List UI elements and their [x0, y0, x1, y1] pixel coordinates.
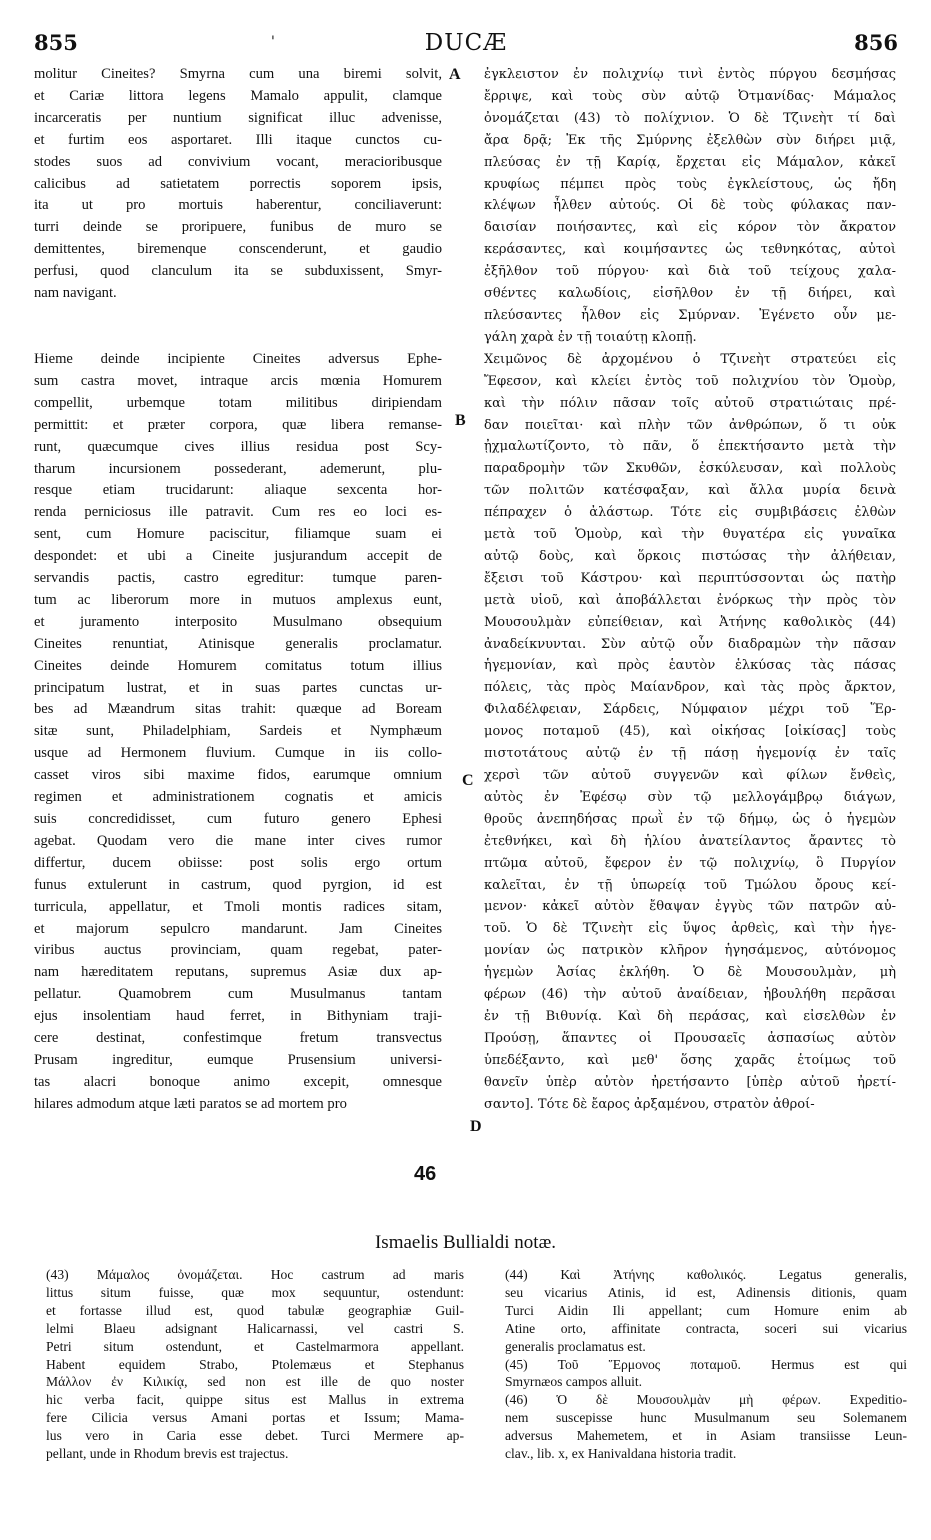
greek-text-line: πλεύσας ἐν τῇ Καρίᾳ, ἔρχεται εἰς Μάμαλον, κἀκεῖ — [484, 154, 896, 170]
latin-text-line: turri deinde se proripuere, funibus de muro se — [34, 219, 442, 236]
latin-text-line: agebat. Quodam vero die mane inter cives rumor — [34, 832, 442, 849]
latin-text-line: funus extulerunt in castrum, quod pyrgion, id est — [34, 876, 442, 893]
latin-text-line: usque ad Hermonem fluvium. Cumque in iis collo- — [34, 745, 442, 762]
greek-text-line: ἀναδείκνυνται. Σὺν αὐτῷ οὖν διαδραμὼν τὴν πᾶσαν — [484, 636, 896, 652]
margin-marker-c: C — [462, 772, 474, 789]
note-line: Atine orto, affinitate contracta, soceri sui vicarius — [505, 1320, 907, 1336]
greek-text-line: δαν ποιεῖται· καὶ πλὴν τῶν ἀνθρώπων, ὅ τι οὐκ — [484, 417, 896, 433]
note-line: clav., lib. x, ex Hanivaldana historia tradit. — [505, 1446, 737, 1462]
note-line: (43) Μάμαλος ὀνομάζεται. Hoc castrum ad maris — [46, 1267, 464, 1282]
note-line: (46) Ὁ δὲ Μουσουλμὰν μὴ φέρων. Expeditio- — [505, 1392, 907, 1408]
greek-text-line: Ἔφεσον, καὶ κλείει ἐντὸς τοῦ πολιχνίου τὸν Ὁμοὺρ, — [484, 373, 896, 389]
latin-text-line: servandis pactis, castro egreditur: tumque paren- — [34, 570, 442, 587]
latin-text-line: et majorum sepulcro mandarunt. Jam Cineites — [34, 920, 442, 937]
greek-text-line: ἔξεισι τοῦ Κάστρου· καὶ περιπτύσσονται ὡς πατὴρ — [484, 570, 896, 586]
running-title: DUCÆ — [424, 30, 508, 56]
greek-text-line: ἐγκλειστον ἐν πολιχνίῳ τινὶ ἐντὸς πύργου δεσμήσας — [484, 67, 896, 82]
notes-heading: Ismaelis Bullialdi notæ. — [374, 1232, 557, 1253]
latin-text-line: perfusi, quod clanculum ita se subduxissent, Smyr- — [34, 263, 442, 280]
greek-text-line: πιστοτάτους αὐτῷ ἐν τῇ πάσῃ ἡγεμονίᾳ ἐν ταῖς — [484, 746, 896, 762]
latin-text-line: ita ut pro mortuis haberentur, conciliaverunt: — [34, 197, 442, 214]
greek-text-line: ἐτεθνήκει, καὶ δὴ ἡλίου ἀνατείλαντος ἄραντες τὸ — [484, 833, 896, 849]
greek-text-line: ὀνομάζεται (43) τὸ πολίχνιον. Ὁ δὲ Τζινεὴτ τί δαὶ — [484, 110, 896, 126]
latin-text-line: et Cariæ littora legens Mamalo appulit, clamque — [34, 87, 442, 104]
greek-text-line: Μουσουλμὰν εὐπείθειαν, καὶ Ἀτήνης καθολικὸς (44) — [484, 614, 896, 630]
latin-text-line: sent, cum Homure paciscitur, filiamque suam ei — [34, 526, 442, 543]
greek-text-line: ἡγεμὼν Ἀσίας ἐκλήθη. Ὁ δὲ Μουσουλμὰν, μὴ — [484, 965, 896, 981]
greek-text-line: τῶν πολιτῶν κατέσφαξαν, καὶ ἄλλα μυρία δεινὰ — [484, 483, 896, 499]
greek-text-line: ᾐχμαλωτίζοντο, τὸ πᾶν, ὅ ἐπεκτήσαντο μετὰ τὴν — [484, 439, 896, 455]
latin-text-line: Cineites renuntiat, Atinisque generalis proclamatur. — [34, 635, 442, 652]
greek-text-line: αὐτῷ δοὺς, καὶ ὅρκοις πιστώσας τὴν ἀλήθειαν, — [484, 548, 896, 564]
latin-text-line: turricula, appellatur, et Tmoli montis radices sitam, — [34, 898, 442, 915]
greek-text-line: ἐξῆλθον τοῦ πύργου· καὶ διὰ τοῦ τείχους χαλα- — [484, 264, 896, 280]
latin-text-line: tum ac liberorum more in mutuos amplexus eunt, — [34, 591, 442, 608]
latin-text-line: differtur, ducem obiisse: post solis ergo ortum — [34, 854, 442, 871]
greek-text-line: Προύσῃ, ἅπαντες οἱ Προυσαεῖς ἀσπασίως αὐτὸν — [484, 1030, 896, 1046]
greek-text-line: σθέντες καλωδίοις, εἰσῆλθον ἐν τῇ διήρει, καὶ — [484, 286, 896, 302]
latin-text-line: Cineites deinde Homurem comitatus totum illius — [34, 657, 442, 674]
note-line: fere Cilicia versus Amani portas et Issum; Mama- — [46, 1410, 464, 1426]
greek-text-line: μετὰ υἱοῦ, καὶ ἀποβάλλεται ἐνόρκως τὴν πρὸς τὸν — [484, 592, 896, 608]
latin-text-line: pellatur. Quamobrem cum Musulmanus tantam — [34, 986, 442, 1003]
greek-text-line: φέρων (46) τὴν αὐτοῦ ἀναίδειαν, ἠβουλήθη περᾶσαι — [484, 987, 896, 1003]
latin-text-line: demittentes, biremenque conscenderunt, et gaudio — [34, 241, 442, 258]
greek-text-line: δαισίαν ποιήσαντες, καὶ εἰς κόρον τὸν ἄκρατον — [484, 220, 896, 236]
greek-text-line: Χειμῶνος δὲ ἀρχομένου ὁ Τζινεὴτ στρατεύει εἰς — [484, 351, 896, 367]
greek-text-line: ἔρριψε, καὶ τοὺς σὺν αὐτῷ Ὀτμανίδας· Μάμαλος — [484, 88, 896, 104]
latin-text-line: principatum lustrat, et in suas partes cunctas ur- — [34, 679, 442, 696]
greek-text-line: θροῦς ἀνεπηδήσας πρωῒ ἐν τῷ δήμῳ, ὡς ὁ ἡγεμὼν — [484, 811, 896, 827]
latin-text-line: nam navigant. — [34, 285, 117, 302]
notes-left-column — [46, 1266, 464, 1463]
greek-text-line: κρυφίως πέμπει πρὸς τοὺς ἐγκλείστους, ὡς ἤδη — [484, 176, 896, 192]
latin-text-line: bes ad Mæandrum sitas trahit: quæque ad Boream — [34, 701, 442, 718]
note-line: Petri situm ostendunt, et Castelmarmora appellant. — [46, 1338, 464, 1354]
greek-text-line: γάλη χαρὰ ἐν τῇ τοιαύτῃ κλοπῇ. — [484, 329, 697, 345]
notes-right-column — [505, 1266, 907, 1463]
greek-column — [484, 64, 896, 1116]
greek-text-line: Φιλαδέλφειαν, Σάρδεις, Νύμφαιον μέχρι τοῦ Ἕρ- — [484, 702, 896, 718]
latin-text-line: sum castra movet, intraque arcis mœnia Homurem — [34, 372, 442, 389]
note-line: (44) Καὶ Ἀτήνης καθολικός. Legatus generalis, — [505, 1267, 907, 1282]
header-mark: ' — [271, 34, 275, 50]
latin-text-line: ejus insolentiam haud ferret, in Bithyniam traji- — [34, 1008, 442, 1025]
note-line: adversus Mahemetem, et in Asiam transiisse Leun- — [505, 1428, 907, 1444]
greek-text-line: ἡγεμονίαν, καὶ πρὸς ἑαυτὸν ἑλκύσας τὰς πάσας — [484, 658, 896, 674]
note-line: littus situm fuisse, quæ mox sequuntur, ostendunt: — [46, 1284, 464, 1300]
greek-text-line: πτῶμα αὐτοῦ, ἔφερον ἐν τῷ πολιχνίῳ, ὃ Πυργίον — [484, 855, 896, 871]
note-line: lus vero in Caria esse debet. Turci Mermere ap- — [46, 1428, 464, 1444]
latin-text-line: nam hæreditatem reputans, supremus Asiæ dux ap- — [34, 964, 442, 981]
latin-text-line: calicibus ad satietatem porrectis soporem ipsis, — [34, 175, 442, 192]
greek-text-line: ὑπεδέξαντο, καὶ μεθ' ὅσης χαρᾶς ἑτοίμως τοῦ — [484, 1052, 896, 1068]
latin-text-line: incarceratis per nuntium significat illuc advenisse, — [34, 109, 442, 126]
margin-marker-d: D — [470, 1118, 482, 1135]
latin-text-line: Hieme deinde incipiente Cineites adversus Ephe- — [34, 350, 442, 367]
note-line: et fortasse illud est, quod tabulæ geographiæ Guil- — [46, 1302, 464, 1318]
latin-text-line: runt, quæcumque cives illius residua post Scy- — [34, 438, 442, 455]
latin-text-line: despondet: et ubi a Cineite jusjurandum accepit de — [34, 548, 442, 565]
latin-text-line: hilares admodum atque læti paratos se ad mortem pro — [34, 1095, 347, 1112]
greek-text-line: τοῦ. Ὁ δὲ Τζινεὴτ εἰς ὕψος ἀρθεὶς, καὶ τὴν ἡγε- — [484, 921, 896, 937]
latin-text-line: renda perniciosus ille patravit. Cum res eo loci es- — [34, 504, 442, 521]
note-line: Habent equidem Strabo, Ptolemæus et Stephanus — [46, 1356, 464, 1372]
note-line: Smyrnæos campos alluit. — [505, 1374, 643, 1390]
greek-text-line: παραδρομὴν τῶν Σκυθῶν, ἐσκύλευσαν, καὶ πολλοὺς — [484, 461, 896, 477]
note-line: pellant, unde in Rhodum brevis est trajectus. — [46, 1446, 289, 1462]
greek-text-line: μετὰ τοῦ Ὁμοὺρ, καὶ τὴν θυγατέρα εἰς γυναῖκα — [484, 527, 896, 543]
latin-text-line: compellit, urbemque totam militibus diripiendam — [34, 394, 442, 411]
greek-text-line: μονος ποταμοῦ (45), καὶ οἰκήσας [οἰκίσας] τοὺς — [484, 724, 896, 740]
latin-text-line: viribus auctus provinciam, quam regebat, pater- — [34, 942, 442, 959]
greek-text-line: ἄρα δρᾷ; Ἐκ τῆς Σμύρνης ἐξελθὼν σὺν διήρει μιᾷ, — [484, 132, 896, 148]
greek-text-line: καὶ τὴν πόλιν πᾶσαν τοῖς αὐτοῦ στρατιώταις πρέ- — [484, 395, 896, 411]
greek-text-line: πλεύσαντες ἦλθον εἰς Σμύρναν. Ἐγένετο οὖν με- — [484, 307, 896, 323]
greek-text-line: θανεῖν ὑπὲρ αὐτὸν ἠρετήσαντο [ὑπὲρ αὐτοῦ ἠρετί- — [484, 1074, 896, 1090]
latin-text-line: tas alacri bonoque animo excepit, omnesque — [34, 1073, 442, 1090]
latin-column — [34, 64, 442, 1116]
note-line: (45) Τοῦ Ἕρμονος ποταμοῦ. Hermus est qui — [505, 1356, 907, 1372]
margin-marker-b: B — [455, 412, 466, 429]
note-line: lelmi Blaeu adsignant Halicarnassi, vel castri S. — [46, 1320, 464, 1336]
page-number-left: 855 — [34, 30, 78, 55]
page-number-right: 856 — [854, 30, 898, 55]
latin-text-line: et juramento interposito Musulmano obsequium — [34, 613, 442, 630]
latin-text-line: permittit: et præter corpora, quæ libera remanse- — [34, 416, 442, 433]
latin-text-line: resque etiam trucidarunt: aliaque sexcenta hor- — [34, 482, 442, 499]
greek-text-line: κεράσαντες, καὶ κοιμήσαντες ὡς τεθνηκότας, αὐτοὶ — [484, 242, 896, 258]
page-header — [34, 30, 898, 60]
latin-text-line: cere destinat, confestimque fretum transvectus — [34, 1030, 442, 1047]
margin-marker-a: A — [449, 66, 461, 83]
greek-text-line: πέπραχεν ὁ ἀλάστωρ. Τότε εἰς συμβιβάσεις ἐλθὼν — [484, 505, 896, 521]
latin-text-line: regimen et administrationem cognatis et amicis — [34, 789, 442, 806]
greek-text-line: καλεῖται, ἐν τῇ ὑπωρείᾳ τοῦ Τμώλου ὄρους κεί- — [484, 877, 896, 893]
greek-text-line: σαντο]. Τότε δὲ ἔαρος ἀρξαμένου, στρατὸν ἀθροί- — [484, 1096, 815, 1112]
latin-text-line: stodes suos ad convivium vocant, meracioribusque — [34, 153, 442, 170]
latin-text-line: et furtim eos asportaret. Illi itaque cunctos cu- — [34, 131, 442, 148]
greek-text-line: μενον· κἀκεῖ αὐτὸν ἔθαψαν ἐγγὺς τῶν πατρῶν αὐ- — [484, 899, 896, 915]
note-line: Turci Aidin Ili appellant; cum Homure enim ab — [505, 1302, 907, 1318]
greek-text-line: χερσὶ τῶν αὐτοῦ συγγενῶν καὶ φίλων ἔνθεὶς, — [484, 768, 896, 783]
note-line: nem suscepisse hunc Musulmanum seu Solemanem — [505, 1410, 907, 1426]
latin-text-line: molitur Cineites? Smyrna cum una biremi solvit, — [34, 66, 442, 82]
greek-text-line: αὐτὸς ἐν Ἐφέσῳ σὺν τῷ μελλογάμβρῳ διάγων, — [484, 789, 896, 805]
latin-text-line: tharum incursionem possederant, ademerunt, plu- — [34, 460, 442, 477]
greek-text-line: κλέψων ἦλθεν αὐτούς. Οἱ δὲ τοὺς φύλακας παν- — [484, 198, 896, 214]
latin-text-line: sitæ sunt, Philadelphiam, Sardeis et Nymphæum — [34, 723, 442, 740]
greek-text-line: μονίαν ὡς πατρικὸν κλῆρον ἡγησάμενος, αὐτόνομος — [484, 943, 896, 959]
column-number-marker: 46 — [414, 1163, 437, 1185]
note-line: Μάλλον ἐν Κιλικίᾳ, sed non est ille de quo noster — [46, 1374, 464, 1390]
note-line: generalis proclamatus est. — [505, 1338, 646, 1354]
note-line: hic verba facit, quippe situs est Mallus in extrema — [46, 1392, 464, 1408]
note-line: seu vicarius Atinis, id est, Adinensis ditionis, quam — [505, 1284, 907, 1300]
latin-text-line: Prusam ingreditur, eumque Prusensium universi- — [34, 1051, 442, 1068]
latin-text-line: suis concredidisset, cum futuro genero Ephesi — [34, 811, 442, 827]
latin-text-line: casset viros sibi maxime fidos, earumque omnium — [34, 767, 442, 784]
paragraph-gap — [34, 305, 442, 349]
greek-text-line: πόλεις, τὰς πρὸς Μαίανδρον, καὶ τὰς πρὸς ἄρκτον, — [484, 680, 896, 696]
greek-text-line: ἐν τῇ Βιθυνίᾳ. Καὶ δὴ περάσας, καὶ εἰσελθὼν ἐν — [484, 1008, 896, 1024]
